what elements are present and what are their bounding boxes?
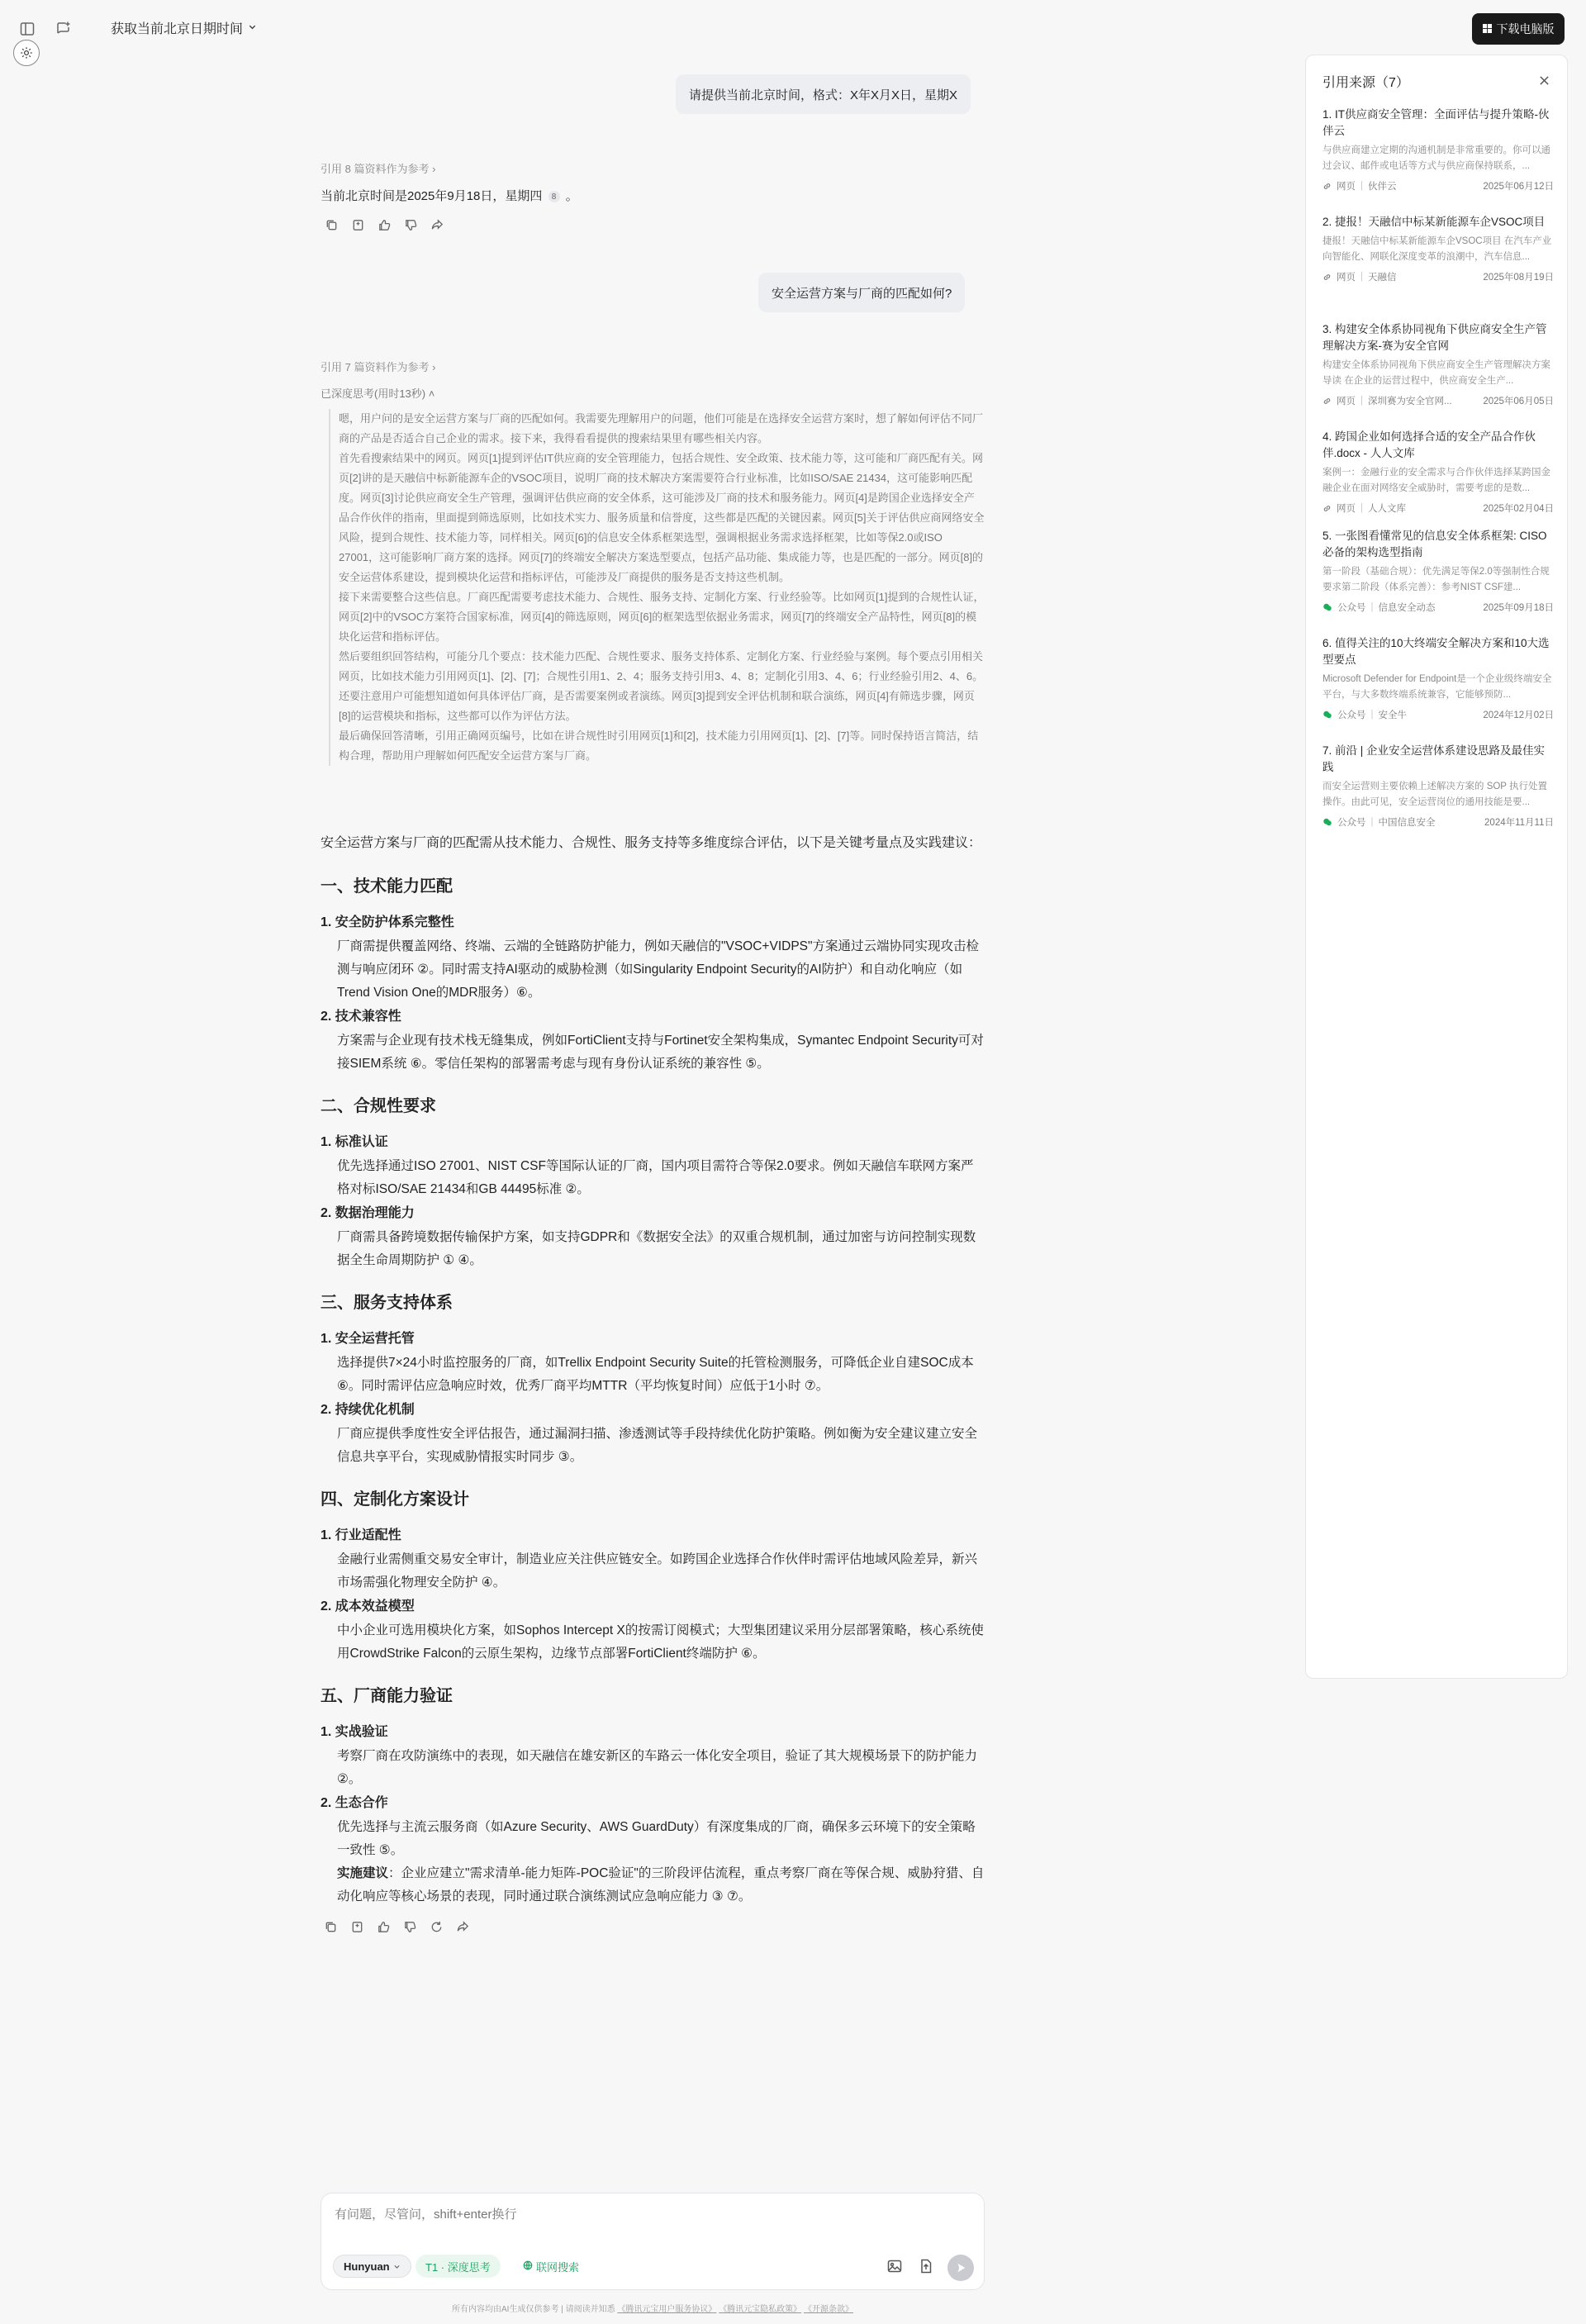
reference-title[interactable]: 6. 值得关注的10大终端安全解决方案和10大选型要点 [1322, 637, 1550, 666]
reference-meta [1322, 601, 1554, 614]
reference-item[interactable] [1322, 321, 1554, 407]
item-text: 方案需与企业现有技术栈无缝集成，例如FortiClient支持与Fortinet安全架构集成，Symantec Endpoint Security可对接SIEM系统 ⑥。零信任架构的部署需考虑与现有身份认证系统的兼容性 ⑤。 [337, 1034, 984, 1071]
reference-title[interactable]: 7. 前沿 | 企业安全运营体系建设思路及最佳实践 [1322, 744, 1546, 773]
reference-source: 深圳赛为安全官网... [1368, 397, 1452, 406]
section-heading: 二、合规性要求 [321, 1097, 436, 1115]
reference-snippet: 案例一：金融行业的安全需求与合作伙伴选择某跨国金融企业在面对网络安全威胁时，需要考虑的是数... [1322, 468, 1550, 493]
reference-meta [1322, 179, 1554, 192]
thinking-process [329, 409, 985, 766]
reference-type: 网页 [1337, 273, 1356, 283]
reference-type: 公众号 [1337, 711, 1366, 720]
user-message [758, 273, 965, 312]
reference-date: 2025年02月04日 [1483, 504, 1554, 514]
meta-separator: | [1360, 272, 1363, 282]
chevron-down-icon [248, 21, 257, 36]
web-search-label: 联网搜索 [536, 2260, 580, 2274]
user-message-text: 请提供当前北京时间，格式：X年X月X日，星期X [689, 88, 958, 102]
chevron-down-icon [393, 2260, 401, 2273]
item-title: 1. 安全运营托管 [321, 1332, 415, 1346]
reference-title[interactable]: 3. 构建安全体系协同视角下供应商安全生产管理解决方案-赛为安全官网 [1322, 323, 1547, 352]
item-title: 2. 持续优化机制 [321, 1403, 415, 1417]
footer-text: 所有内容均由AI生成仅供参考 | 请阅读并知悉 [452, 2305, 615, 2314]
item-title: 2. 成本效益模型 [321, 1599, 415, 1613]
tip-text: ：企业应建立"需求清单-能力矩阵-POC验证"的三阶段评估流程，重点考察厂商在等保合规、威胁狩猎、自动化响应等核心场景的表现，同时通过联合演练测试应急响应能力 ③ ⑦。 [337, 1866, 985, 1903]
item-title: 1. 安全防护体系完整性 [321, 915, 454, 929]
reference-item[interactable] [1322, 429, 1554, 515]
reference-meta [1322, 270, 1554, 283]
model-label: Hunyuan [344, 2260, 390, 2273]
send-icon[interactable] [947, 2255, 974, 2281]
meta-separator: | [1360, 503, 1363, 513]
reference-panel-title: 引用来源（7） [1322, 76, 1409, 90]
reference-type: 公众号 [1337, 603, 1366, 613]
download-desktop-label: 下载电脑版 [1496, 22, 1555, 36]
reference-item[interactable] [1322, 528, 1554, 614]
close-icon[interactable] [1536, 72, 1552, 88]
deep-thinking-label: T1 · 深度思考 [425, 2260, 491, 2274]
reference-panel [1305, 55, 1568, 1679]
section-heading: 四、定制化方案设计 [321, 1490, 469, 1509]
item-text: 优先选择通过ISO 27001、NIST CSF等国际认证的厂商，国内项目需符合等保2.0要求。例如天融信车联网方案严格对标ISO/SAE 21434和GB 44495标准 ②。 [337, 1159, 974, 1196]
answer-section [321, 874, 985, 1076]
item-text: 厂商应提供季度性安全评估报告，通过漏洞扫描、渗透测试等手段持续优化防护策略。例如衡为安全建议建立安全信息共享平台，实现威胁情报实时同步 ③。 [337, 1427, 978, 1464]
wechat-icon [1322, 602, 1332, 612]
reference-meta [1322, 501, 1554, 515]
privacy-policy-link[interactable]: 《腾讯元宝隐私政策》 [719, 2305, 802, 2314]
answer-section [321, 1487, 985, 1666]
reference-item[interactable] [1322, 743, 1554, 829]
item-title: 2. 数据治理能力 [321, 1206, 415, 1220]
reference-count-text: 引用 8 篇资料作为参考 [321, 163, 430, 175]
answer-intro: 安全运营方案与厂商的匹配需从技术能力、合规性、服务支持等多维度综合评估，以下是关键考量点及实践建议： [321, 836, 982, 850]
item-text: 厂商需具备跨境数据传输保护方案，如支持GDPR和《数据安全法》的双重合规机制，通过加密与访问控制实现数据全生命周期防护 ① ④。 [337, 1230, 976, 1267]
reference-type: 公众号 [1337, 818, 1366, 828]
reference-type: 网页 [1337, 397, 1356, 406]
reference-title[interactable]: 5. 一张图看懂常见的信息安全体系框架: CISO必备的架构选型指南 [1322, 530, 1547, 558]
answer-section [321, 1094, 985, 1272]
reference-title[interactable]: 2. 捷报！天融信中标某新能源车企VSOC项目 [1322, 216, 1546, 228]
reference-type: 网页 [1337, 504, 1356, 514]
reference-item[interactable] [1322, 214, 1554, 283]
reference-count-link[interactable] [321, 160, 435, 176]
answer-section [321, 1684, 985, 1908]
section-heading: 三、服务支持体系 [321, 1294, 453, 1312]
thumbs-down-icon[interactable] [403, 217, 418, 232]
reference-item[interactable] [1322, 635, 1554, 721]
reference-meta [1322, 708, 1554, 721]
link-icon [1322, 273, 1332, 282]
reference-snippet: 构建安全体系协同视角下供应商安全生产管理解决方案 导读 在企业的运营过程中，供应商安全生产... [1322, 360, 1550, 386]
new-chat-icon[interactable] [53, 18, 74, 40]
item-text: 选择提供7×24小时监控服务的厂商，如Trellix Endpoint Security Suite的托管检测服务，可降低企业自建SOC成本 ⑥。同时需评估应急响应时效，优秀厂商平均MTTR（平均恢复时间）应低于1小时 ⑦。 [337, 1356, 974, 1393]
reference-source: 信息安全动态 [1378, 603, 1436, 613]
chevron-up-icon: ˄ [428, 387, 435, 400]
thumbs-down-icon[interactable] [403, 1920, 418, 1935]
reference-snippet: 与供应商建立定期的沟通机制是非常重要的。你可以通过会议、邮件或电话等方式与供应商保持联系，... [1322, 145, 1550, 171]
deep-thinking-toggle[interactable] [321, 385, 434, 401]
reference-type: 网页 [1337, 182, 1356, 192]
user-agreement-link[interactable]: 《腾讯元宝用户服务协议》 [617, 2305, 717, 2314]
item-title: 1. 行业适配性 [321, 1528, 401, 1542]
wechat-icon [1322, 710, 1332, 720]
item-text: 优先选择与主流云服务商（如Azure Security、AWS GuardDuty）有深度集成的厂商，确保多云环境下的安全策略一致性 ⑤。 [337, 1820, 976, 1857]
copy-icon[interactable] [324, 217, 339, 232]
item-title: 1. 标准认证 [321, 1135, 388, 1149]
meta-separator: | [1370, 710, 1374, 720]
reference-snippet: Microsoft Defender for Endpoint是一个企业级终端安全平台，与大多数终端系统兼容，它能够预防... [1322, 674, 1552, 700]
reference-meta [1322, 394, 1554, 407]
assistant-answer-body [321, 831, 985, 1935]
image-upload-icon[interactable] [886, 2258, 905, 2276]
reference-source: 人人文库 [1368, 504, 1406, 514]
chevron-right-icon: › [432, 361, 436, 373]
link-icon [1322, 182, 1332, 191]
reference-snippet: 而安全运营则主要依赖上述解决方案的 SOP 执行处置操作。由此可见，安全运营岗位的通用技能是要... [1322, 782, 1547, 807]
thinking-paragraph: 还要注意用户可能想知道如何具体评估厂商，是否需要案例或者演练。网页[3]提到安全评估机制和联合演练，网页[4]有筛选步骤，网页[8]的运营模块和指标，这些都可以作为评估方法。 [339, 690, 975, 722]
reference-snippet: 第一阶段（基础合规）：优先满足等保2.0等强制性合规要求第二阶段（体系完善）：参考NIST CSF建... [1322, 567, 1550, 592]
reference-item[interactable] [1322, 107, 1554, 192]
thumbs-up-icon[interactable] [377, 217, 392, 232]
section-heading: 五、厂商能力验证 [321, 1687, 453, 1705]
download-desktop-button[interactable] [1472, 13, 1565, 45]
conversation-title-text: 获取当前北京日期时间 [111, 22, 244, 36]
citation-badge[interactable]: 8 [548, 191, 560, 202]
section-heading: 一、技术能力匹配 [321, 877, 453, 896]
windows-icon [1483, 22, 1492, 36]
answer-section [321, 1290, 985, 1469]
assistant-answer [321, 187, 578, 204]
answer-text: 当前北京时间是2025年9月18日，星期四 [321, 189, 543, 203]
share-icon[interactable] [456, 1920, 471, 1935]
reference-source: 安全牛 [1378, 711, 1407, 720]
conversation-title[interactable] [111, 18, 257, 37]
meta-separator: | [1360, 181, 1363, 191]
reference-date: 2024年11月11日 [1484, 818, 1554, 828]
user-message-text: 安全运营方案与厂商的匹配如何? [772, 286, 952, 301]
meta-separator: | [1360, 396, 1363, 406]
item-title: 2. 生态合作 [321, 1796, 388, 1810]
meta-separator: | [1370, 602, 1374, 612]
sidebar-toggle-icon[interactable] [17, 18, 38, 40]
copy-icon[interactable] [324, 1920, 339, 1935]
deep-thinking-label: 已深度思考(用时13秒) [321, 387, 426, 400]
reference-snippet: 捷报！天融信中标某新能源车企VSOC项目 在汽车产业向智能化、网联化深度变革的浪潮中，汽车信息... [1322, 236, 1552, 262]
item-text: 考察厂商在攻防演练中的表现，如天融信在雄安新区的车路云一体化安全项目，验证了其大规模场景下的防护能力 ②。 [337, 1749, 978, 1786]
item-title: 1. 实战验证 [321, 1725, 388, 1739]
thinking-paragraph: 然后要组织回答结构，可能分几个要点：技术能力匹配、合规性要求、服务支持体系、定制化方案、行业经验与案例。每个要点引用相关网页，比如技术能力引用网页[1]、[2]、[7]；合规性引用1、2、4；服务支持引用3、4、8；定制化引用3、4、6；行业经验引用2、4、6。 [339, 650, 984, 682]
item-text: 金融行业需侧重交易安全审计，制造业应关注供应链安全。如跨国企业选择合作伙伴时需评估地域风险差异，新兴市场需强化物理安全防护 ④。 [337, 1552, 978, 1590]
reference-source: 中国信息安全 [1378, 818, 1436, 828]
bookmark-icon[interactable] [350, 217, 365, 232]
reference-title[interactable]: 1. IT供应商安全管理：全面评估与提升策略-伙伴云 [1322, 108, 1550, 137]
answer-period: 。 [565, 189, 578, 203]
answer-actions [321, 1920, 985, 1935]
chat-input[interactable] [335, 2205, 971, 2230]
meta-separator: | [1370, 817, 1374, 827]
item-text: 中小企业可选用模块化方案，如Sophos Intercept X的按需订阅模式；大型集团建议采用分层部署策略，核心系统使用CrowdStrike Falcon的云原生架构，边缘节点部署FortiClient终端防护 ⑥。 [337, 1623, 984, 1661]
settings-gear-icon[interactable] [13, 40, 40, 66]
thinking-paragraph: 接下来需要整合这些信息。厂商匹配需要考虑技术能力、合规性、服务支持、定制化方案、行业经验等。比如网页[1]提到的合规性认证，网页[2]中的VSOC方案符合国家标准，网页[4]的筛选原则，网页[6]的框架选型依据业务需求，网页[7]的终端安全产品特性，网页[8]的模块化运营和指标评估。 [339, 591, 985, 643]
reference-count-text: 引用 7 篇资料作为参考 [321, 361, 430, 373]
reference-date: 2024年12月02日 [1483, 711, 1554, 720]
reference-date: 2025年08月19日 [1483, 273, 1554, 283]
chevron-right-icon: › [432, 163, 436, 175]
deep-thinking-button[interactable] [415, 2255, 501, 2278]
reference-date: 2025年06月12日 [1483, 182, 1554, 192]
reference-date: 2025年09月18日 [1483, 603, 1554, 613]
share-icon[interactable] [430, 217, 444, 232]
thumbs-up-icon[interactable] [377, 1920, 392, 1935]
tip-label: 实施建议 [337, 1866, 389, 1880]
file-upload-icon[interactable] [918, 2258, 936, 2276]
thinking-paragraph: 嗯，用户问的是安全运营方案与厂商的匹配如何。我需要先理解用户的问题，他们可能是在选择安全运营方案时，想了解如何评估不同厂商的产品是否适合自己企业的需求。接下来，我得看看提供的搜索结果里有哪些相关内容。 [339, 412, 984, 444]
reference-title[interactable]: 4. 跨国企业如何选择合适的安全产品合作伙伴.docx - 人人文库 [1322, 430, 1536, 459]
reference-date: 2025年06月05日 [1483, 397, 1554, 406]
item-text: 厂商需提供覆盖网络、终端、云端的全链路防护能力，例如天融信的"VSOC+VIDPS"方案通过云端协同实现攻击检测与响应闭环 ②。同时需支持AI驱动的威胁检测（如Singularity Endpoint Security的AI防护）和自动化响应（如Trend Vision One的MDR服务）⑥。 [337, 939, 980, 1000]
reference-meta [1322, 815, 1554, 829]
user-message [676, 74, 971, 114]
web-search-button[interactable] [513, 2255, 589, 2278]
link-icon [1322, 397, 1332, 406]
open-source-link[interactable]: 《开源条款》 [803, 2305, 853, 2314]
link-icon [1322, 504, 1332, 513]
bookmark-icon[interactable] [350, 1920, 365, 1935]
reference-source: 伙伴云 [1368, 182, 1397, 192]
wechat-icon [1322, 817, 1332, 827]
regenerate-icon[interactable] [430, 1920, 444, 1935]
model-selector[interactable] [333, 2255, 411, 2278]
implementation-tip [321, 1862, 985, 1908]
thinking-paragraph: 首先看搜索结果中的网页。网页[1]提到评估IT供应商的安全管理能力，包括合规性、安全政策、技术能力等，这可能和厂商匹配有关。网页[2]讲的是天融信中标新能源车企的VSOC项目，说明厂商的技术解决方案需要符合行业标准，比如ISO/SAE 21434，这可能影响匹配度。网页[3]讨论供应商安全生产管理，强调评估供应商的安全体系，这可能涉及厂商的技术和服务能力。网页[4]是跨国企业选择安全产品合作伙伴的指南，里面提到筛选原则，比如技术实力、服务质量和信誉度，这些都是匹配的关键因素。网页[5]关于评估供应商网络安全风险，提到合规性、技术能力等，同样相关。网页[6]的信息安全体系框架选型，强调根据业务需求选择框架，比如等保2.0或ISO 27001，这可能影响厂商方案的选择。网页[7]的终端安全解决方案选型要点，包括产品功能、集成能力等，也是匹配的一部分。网页[8]的安全运营体系建设，提到模块化运营和指标评估，可能涉及厂商提供的服务是否支持这些机制。 [339, 452, 985, 583]
globe-icon [523, 2260, 533, 2273]
thinking-paragraph: 最后确保回答清晰，引用正确网页编号，比如在讲合规性时引用网页[1]和[2]，技术能力引用网页[1]、[2]、[7]等。同时保持语言简洁，结构合理，帮助用户理解如何匹配安全运营方案与厂商。 [339, 730, 979, 762]
reference-count-link[interactable] [321, 359, 435, 374]
footer-disclaimer [0, 2302, 1305, 2314]
reference-source: 天融信 [1368, 273, 1397, 283]
chat-input-box [321, 2193, 985, 2290]
answer-actions [324, 217, 444, 232]
item-title: 2. 技术兼容性 [321, 1010, 401, 1024]
